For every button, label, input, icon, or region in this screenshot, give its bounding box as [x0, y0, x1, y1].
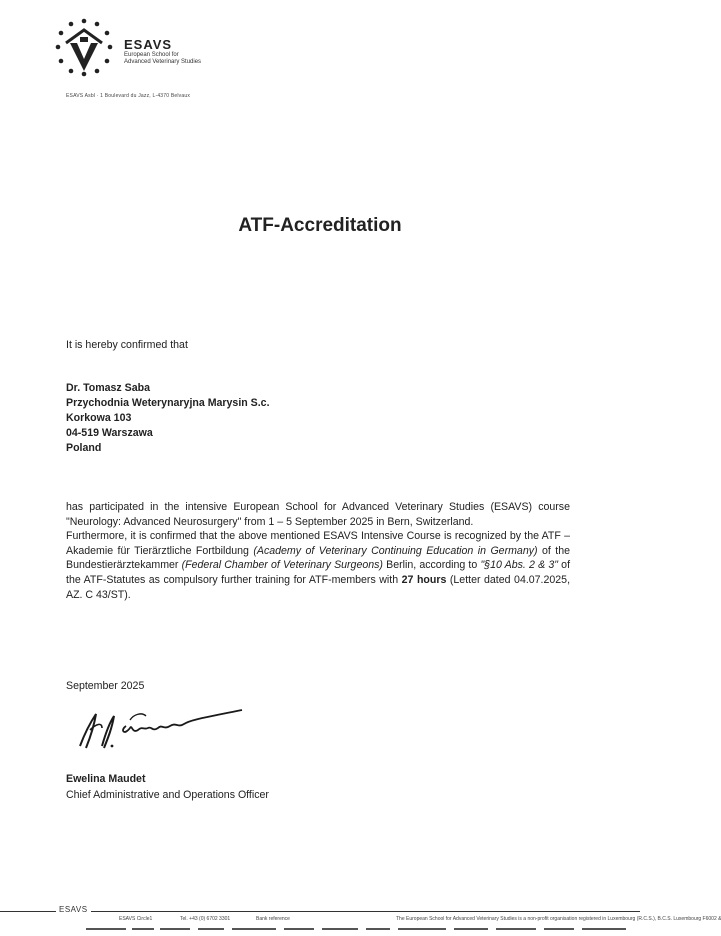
logo-text [124, 37, 201, 66]
footer-fine-print [86, 927, 626, 932]
footer-address-column: ESAVS Circle1 [119, 916, 153, 922]
participation-text: has participated in the intensive European School for Advanced Veterinary Studies (ESAVS) course "Neurology: Advanced Neurosurgery" from 1 – 5 September 2025 in Bern, Switzerland. [66, 501, 570, 528]
recipient-name: Dr. Tomasz Saba [66, 382, 150, 394]
footer-bank-column: Bank reference [256, 916, 290, 922]
footer-legal-column: The European School for Advanced Veterinary Studies is a non-profit organisation registered in Luxembourg (R.C.S.), B.C.S. Luxembourg F6002 & [396, 916, 721, 922]
issue-date: September 2025 [66, 680, 145, 692]
signer-title: Chief Administrative and Operations Officer [66, 789, 269, 801]
recipient-country: Poland [66, 442, 102, 454]
logo-subtitle-line2: Advanced Veterinary Studies [124, 59, 202, 65]
logo-name: ESAVS [124, 37, 173, 52]
main-paragraph [66, 500, 570, 602]
handwritten-signature [72, 700, 252, 758]
footer-contact-column: Tel. +43 (0) 6702 3301 [180, 916, 231, 922]
header-address: ESAVS Asbl · 1 Boulevard du Jazz, L-4370 Belvaux [66, 93, 191, 99]
document-title: ATF-Accreditation [238, 215, 402, 236]
recipient-street: Korkowa 103 [66, 412, 132, 424]
esavs-logo-icon [52, 17, 116, 87]
intro-text: It is hereby confirmed that [66, 339, 188, 351]
recognition-text: Furthermore, it is confirmed that the above mentioned ESAVS Intensive Course is recognized by the ATF – Akademie für Tierärztliche Fortbildung (Academy of Veterinary Continuing Education in Germany) of the Bundestierärztekammer (Federal Chamber of Veterinary Surgeons) Berlin, according to "§10 Abs. 2 & 3" of the ATF-Statutes as compulsory further training for ATF-members with 27 hours (Letter dated 04.07.2025, AZ. C 43/ST). [66, 530, 571, 601]
recipient-address-block [66, 381, 270, 456]
training-hours: 27 hours [401, 573, 447, 586]
footer-divider [0, 911, 640, 912]
recipient-practice: Przychodnia Weterynaryjna Marysin S.c. [66, 397, 270, 409]
signer-name: Ewelina Maudet [66, 773, 146, 785]
recipient-city: 04-519 Warszawa [66, 427, 153, 439]
footer-brand: ESAVS [56, 905, 91, 914]
logo-subtitle-line1: European School for [124, 52, 179, 58]
